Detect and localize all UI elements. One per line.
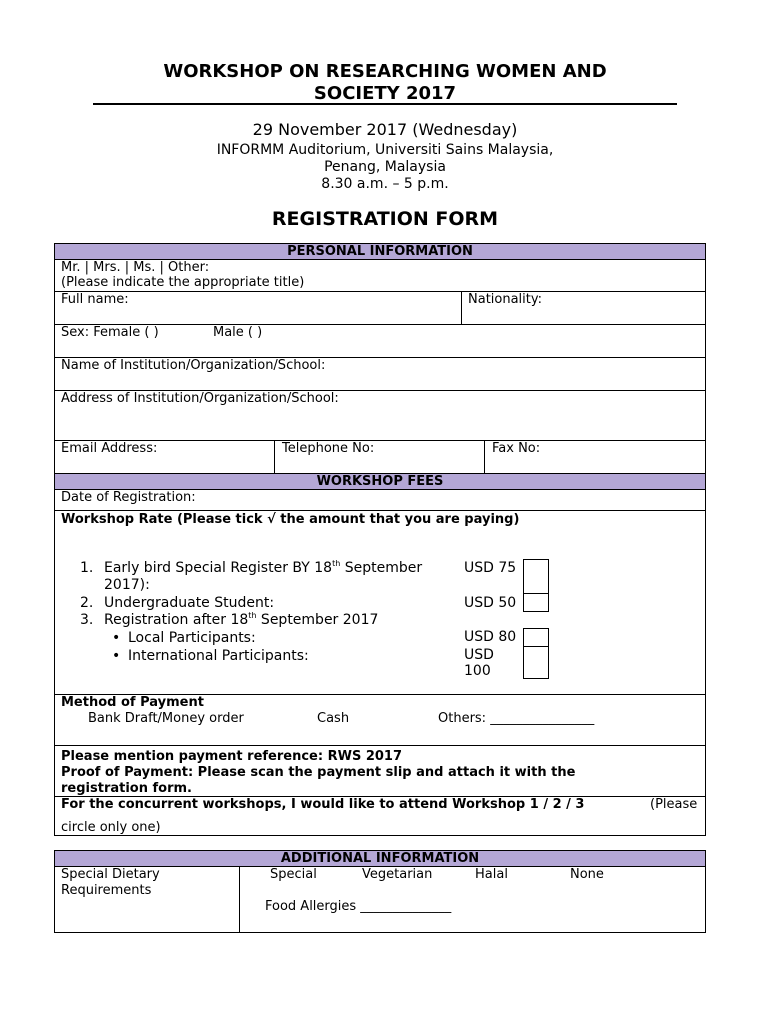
others-option[interactable]: Others: ________________ <box>438 711 595 726</box>
concurrent-workshop-choice[interactable]: For the concurrent workshops, I would like to attend Workshop 1 / 2 / 3 <box>61 797 585 812</box>
date-of-registration-field[interactable]: Date of Registration: <box>61 490 196 505</box>
event-time: 8.30 a.m. – 5 p.m. <box>321 176 449 192</box>
local-participants-label: Local Participants: <box>128 630 256 646</box>
early-bird-tick-box[interactable] <box>523 559 549 594</box>
late-registration-label: Registration after 18th September 2017 <box>104 611 379 628</box>
divider <box>274 440 275 473</box>
bullet: • <box>112 630 121 646</box>
workshop-rate-heading: Workshop Rate (Please tick √ the amount that you are paying) <box>61 512 520 527</box>
telephone-field[interactable]: Telephone No: <box>282 441 375 456</box>
additional-info-header: ADDITIONAL INFORMATION <box>55 851 705 866</box>
food-allergies-field[interactable]: Food Allergies ______________ <box>265 899 452 914</box>
international-participants-tick-box[interactable] <box>523 646 549 679</box>
sex-female-option[interactable]: Sex: Female ( ) <box>61 325 159 340</box>
workshop-fees-header: WORKSHOP FEES <box>55 474 705 489</box>
title-options[interactable]: Mr. | Mrs. | Ms. | Other: <box>61 260 210 275</box>
early-bird-label: Early bird Special Register BY 18th September <box>104 559 423 576</box>
payment-reference: Please mention payment reference: RWS 2017 <box>61 749 403 764</box>
item-number: 3. <box>80 612 94 628</box>
item-number: 1. <box>80 560 94 576</box>
divider <box>484 440 485 473</box>
proof-of-payment-line-2: registration form. <box>61 781 192 796</box>
international-price-line-1: USD <box>464 647 494 663</box>
personal-info-header: PERSONAL INFORMATION <box>55 244 705 259</box>
concurrent-workshop-note: (Please <box>650 797 698 812</box>
dietary-halal-option[interactable]: Halal <box>475 867 508 882</box>
dietary-label-line-2: Requirements <box>61 883 152 898</box>
title-underline <box>93 103 677 105</box>
venue-line-1: INFORMM Auditorium, Universiti Sains Malaysia, <box>216 142 554 158</box>
institution-field[interactable]: Name of Institution/Organization/School: <box>61 358 326 373</box>
local-participants-tick-box[interactable] <box>523 628 549 647</box>
divider <box>54 510 706 511</box>
item-number: 2. <box>80 595 94 611</box>
venue-line-2: Penang, Malaysia <box>324 159 446 175</box>
address-field[interactable]: Address of Institution/Organization/School: <box>61 391 339 406</box>
method-of-payment-heading: Method of Payment <box>61 695 204 710</box>
fax-field[interactable]: Fax No: <box>492 441 541 456</box>
bank-draft-option[interactable]: Bank Draft/Money order <box>88 711 244 726</box>
cash-option[interactable]: Cash <box>317 711 350 726</box>
early-bird-price: USD 75 <box>464 560 517 576</box>
dietary-label-line-1: Special Dietary <box>61 867 160 882</box>
event-date: 29 November 2017 (Wednesday) <box>252 120 518 139</box>
divider <box>461 291 462 324</box>
undergraduate-price: USD 50 <box>464 595 517 611</box>
nationality-field[interactable]: Nationality: <box>468 292 543 307</box>
divider <box>239 866 240 933</box>
full-name-field[interactable]: Full name: <box>61 292 129 307</box>
undergraduate-tick-box[interactable] <box>523 593 549 612</box>
international-participants-label: International Participants: <box>128 648 309 664</box>
title-note: (Please indicate the appropriate title) <box>61 275 305 290</box>
undergraduate-label: Undergraduate Student: <box>104 595 275 611</box>
dietary-vegetarian-option[interactable]: Vegetarian <box>362 867 433 882</box>
email-field[interactable]: Email Address: <box>61 441 158 456</box>
early-bird-label-cont: 2017): <box>104 577 150 593</box>
form-title: REGISTRATION FORM <box>271 208 499 230</box>
international-price-line-2: 100 <box>464 663 491 679</box>
dietary-special-option[interactable]: Special <box>270 867 317 882</box>
concurrent-workshop-note-cont: circle only one) <box>61 820 161 835</box>
title-line-1: WORKSHOP ON RESEARCHING WOMEN AND <box>163 61 607 82</box>
divider <box>54 291 706 292</box>
local-participants-price: USD 80 <box>464 629 517 645</box>
sex-male-option[interactable]: Male ( ) <box>213 325 263 340</box>
dietary-none-option[interactable]: None <box>570 867 604 882</box>
divider <box>54 745 706 746</box>
title-line-2: SOCIETY 2017 <box>313 83 457 104</box>
bullet: • <box>112 648 121 664</box>
proof-of-payment-line-1: Proof of Payment: Please scan the payment slip and attach it with the <box>61 765 576 780</box>
